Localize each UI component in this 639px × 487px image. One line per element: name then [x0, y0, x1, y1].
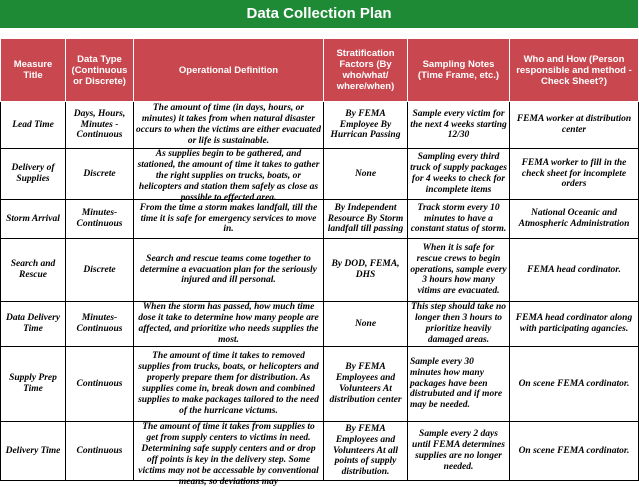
cell-stratification: By FEMA Employee By Hurrican Passing	[330, 108, 401, 141]
cell-measure: Search and Rescue	[10, 259, 56, 280]
cell-data-type: Discrete	[83, 264, 116, 275]
cell-who-and-how: On scene FEMA cordinator.	[518, 445, 630, 456]
cell-definition: The amount of time (in days, hours, or minutes) it takes from when natural disaster occurs to when the victims are either evacuated or life is sustainable.	[136, 103, 321, 146]
cell-measure: Supply Prep Time	[9, 373, 57, 394]
cell-definition: The amount of time it takes to removed supplies from trucks, boats, or helicopters and properly prepare them for distribution. As supplies come in, break down and combined supplies to make packages tailored to the need of the hurricane victums.	[138, 351, 319, 416]
cell-definition: When the storm has passed, how much time dose it take to determine how many people are affected, and prioritize who needs supplies the most.	[138, 302, 319, 345]
cell-measure: Delivery Time	[5, 445, 61, 456]
table-row	[1, 302, 639, 347]
data-collection-table	[0, 38, 639, 487]
cell-definition: As supplies begin to be gathered, and stationed, the amount of time it takes to gather the right supplies on trucks, boats, or helicopters and station them safely as close as possible to effected area.	[137, 149, 320, 203]
table-row	[1, 422, 639, 481]
cell-data-type: Continuous	[76, 378, 123, 389]
cell-stratification: By FEMA Employees and Volunteers At distribution center	[329, 362, 402, 405]
cell-who-and-how: FEMA head cordinator.	[527, 264, 621, 275]
cell-sampling-notes: This step should take no longer then 3 hours to prioritize heavily damaged areas.	[410, 302, 507, 345]
cell-data-type: Minutes- Continuous	[76, 313, 123, 334]
cell-sampling-notes: Sample every victim for the next 4 weeks starting 12/30	[410, 108, 507, 141]
cell-measure: Storm Arrival	[6, 213, 60, 224]
cell-data-type: Discrete	[83, 168, 116, 179]
cell-sampling-notes: When it is safe for rescue crews to begin operations, sample every 3 hours how many vitims are evacuated.	[410, 242, 507, 297]
cell-definition: The amount of time it takes from supplies to get from supply centers to victims in need. Determining safe supply centers and or drop off points is key in the delivery step. Some victims may not be accessable by conventional means, so deviations may	[138, 422, 319, 487]
header-who-and-how: Who and How (Person responsible and method - Check Sheet?)	[510, 39, 639, 102]
table-row	[1, 200, 639, 239]
cell-sampling-notes: Sampling every third truck of supply packages for 4 weeks to check for incomplete items	[410, 152, 507, 195]
cell-sampling-notes: Sample every 30 minutes how many packages have been distrubuted and if more may be needed.	[410, 356, 503, 411]
cell-measure: Data Delivery Time	[5, 313, 61, 334]
cell-data-type: Continuous	[76, 445, 123, 456]
cell-stratification: By FEMA Employees and Volunteers At all points of supply distribution.	[332, 423, 399, 478]
cell-stratification: By Independent Resource By Storm landfall till passing	[327, 202, 404, 235]
cell-data-type: Days, Hours, Minutes - Continuous	[73, 108, 126, 141]
table-row	[1, 149, 639, 200]
cell-who-and-how: FEMA worker at distribution center	[516, 114, 632, 135]
table-row	[1, 347, 639, 422]
cell-who-and-how: On scene FEMA cordinator.	[518, 378, 630, 389]
cell-definition: From the time a storm makes landfall, till the time it is safe for emergency services to move in.	[139, 202, 318, 235]
cell-sampling-notes: Sample every 2 days until FEMA determines supplies are no longer needed.	[412, 429, 505, 472]
table-row	[1, 102, 639, 149]
cell-measure: Lead Time	[12, 119, 54, 130]
cell-definition: Search and rescue teams come together to determine a evacuation plan for the seriously injured and ill personal.	[140, 253, 317, 286]
table-row	[1, 239, 639, 302]
cell-stratification: None	[354, 318, 377, 329]
header-data-type: Data Type (Continuous or Discrete)	[66, 39, 134, 102]
header-stratification: Stratification Factors (By who/what/ where/when)	[324, 39, 408, 102]
cell-stratification: By DOD, FEMA, DHS	[331, 259, 400, 280]
cell-who-and-how: FEMA worker to fill in the check sheet for incomplete orders	[521, 157, 627, 190]
header-measure-title: Measure Title	[1, 39, 66, 102]
cell-stratification: None	[354, 168, 377, 179]
header-sampling-notes: Sampling Notes (Time Frame, etc.)	[408, 39, 510, 102]
cell-who-and-how: FEMA head cordinator along with participating agancies.	[515, 313, 633, 334]
header-row	[1, 39, 639, 102]
cell-data-type: Minutes- Continuous	[76, 208, 123, 229]
cell-measure: Delivery of Supplies	[11, 163, 55, 184]
cell-sampling-notes: Track storm every 10 minutes to have a constant status of storm.	[410, 202, 507, 235]
page-title: Data Collection Plan	[0, 0, 638, 28]
header-operational-definition: Operational Definition	[134, 39, 324, 102]
cell-who-and-how: National Oceanic and Atmospheric Administration	[518, 208, 630, 229]
